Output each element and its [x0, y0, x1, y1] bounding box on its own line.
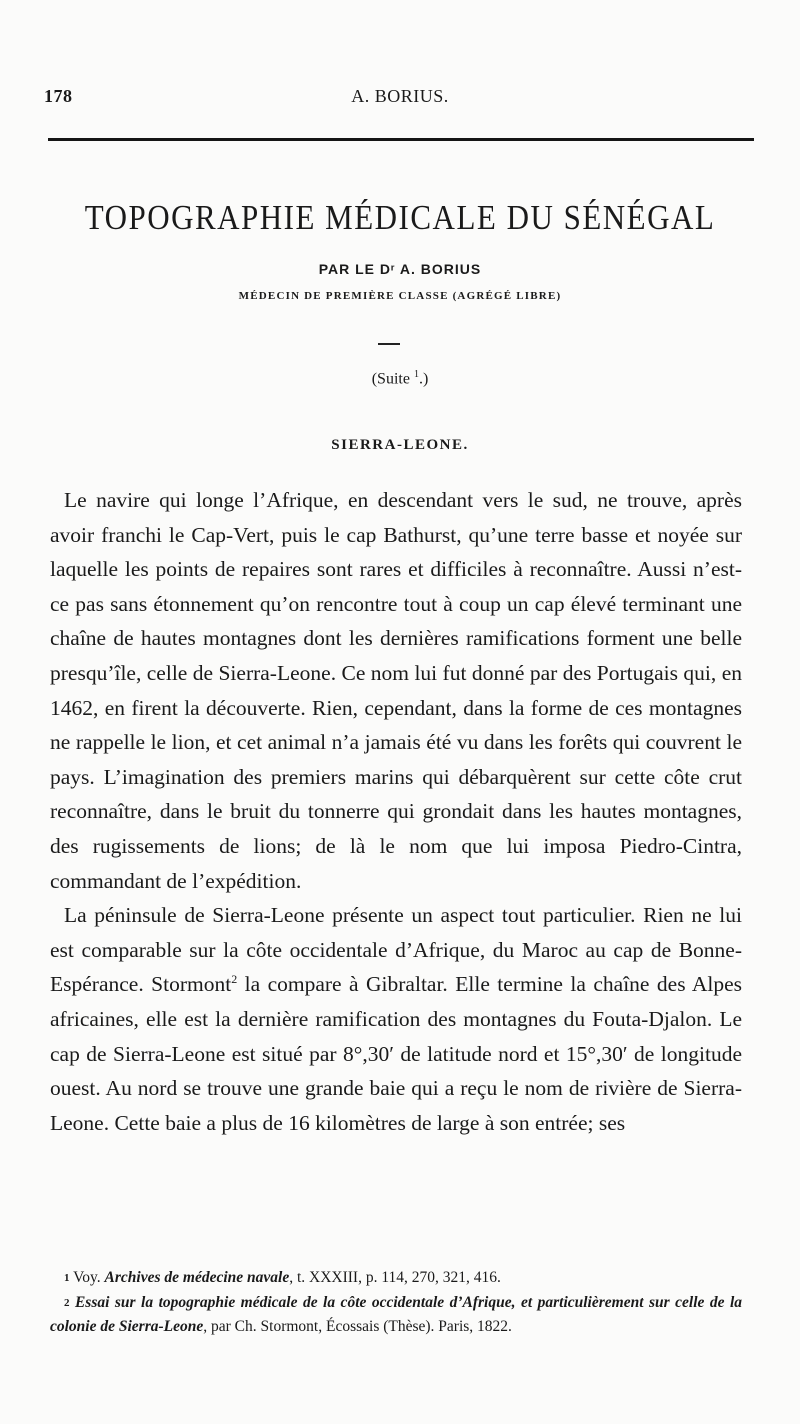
footnote-2: [50, 1291, 742, 1340]
title-divider: [378, 343, 400, 345]
running-header: [44, 86, 756, 110]
footnote-lead: Voy.: [69, 1269, 105, 1286]
suite-close: .): [418, 370, 429, 388]
footnotes: [50, 1266, 742, 1340]
paragraph-1: Le navire qui longe l’Afrique, en descendant vers le sud, ne trouve, après avoir franchi le Cap-Vert, puis le cap Bathurst, qu’une terre basse et noyée sur laquelle les points de repaires sont rares et difficiles à reconnaître. Aussi n’est-ce pas sans étonnement qu’on rencontre tout à coup un cap élevé terminant une chaîne de hautes montagnes dont les dernières ramifications forment une belle presqu’île, celle de Sierra-Leone. Ce nom lui fut donné par des Portugais qui, en 1462, en firent la découverte. Rien, cependant, dans la forme de ces montagnes ne rappelle le lion, et cet animal n’a jamais été vu dans les forêts qui couvrent le pays. L’imagination des premiers marins qui débarquèrent sur cette côte crut reconnaître, dans le bruit du tonnerre qui grondait dans les hautes montagnes, des rugissements de lions; de là le nom que lui imposa Piedro-Cintra, commandant de l’expédition.: [50, 488, 742, 893]
footnote-1: [50, 1266, 742, 1291]
header-rule: [48, 138, 754, 141]
paragraph-2: [50, 898, 742, 1140]
continuation-note: [0, 369, 800, 388]
suite-label: (Suite: [371, 370, 410, 388]
body-text: [50, 483, 742, 1140]
footnote-title: Essai sur la topographie médicale de la côte occidentale d’Afrique, et particulièrement sur celle de la colonie de Sierra-Leone: [50, 1293, 742, 1335]
footnote-rest: , t. XXXIII, p. 114, 270, 321, 416.: [289, 1269, 501, 1286]
page-number: 178: [44, 86, 73, 106]
footnote-mark: 2: [64, 1296, 70, 1309]
article-title: TOPOGRAPHIE MÉDICALE DU SÉNÉGAL: [84, 197, 716, 238]
section-heading: SIERRA-LEONE.: [331, 437, 469, 453]
author-byline: PAR LE Dʳ A. BORIUS: [318, 261, 482, 277]
footnote-ref-2: 2: [231, 972, 238, 987]
paragraph-2-part-b: la compare à Gibraltar. Elle termine la chaîne des Alpes africaines, elle est la dernière ramification des montagnes du Fouta-Djalon. Le cap de Sierra-Leone est situé par 8°,30′ de latitude nord et 15°,30′ de longitude ouest. Au nord se trouve une grande baie qui a reçu le nom de rivière de Sierra-Leone. Cette baie a plus de 16 kilomètres de large à son entrée; ses: [50, 972, 742, 1135]
footnote-ref-1: 1: [413, 369, 419, 380]
footnote-rest: , par Ch. Stormont, Écossais (Thèse). Paris, 1822.: [203, 1318, 512, 1335]
footnote-title: Archives de médecine navale: [104, 1269, 290, 1286]
paragraph-2-part-a: La péninsule de Sierra-Leone présente un aspect tout particulier. Rien ne lui est comparable sur la côte occidentale d’Afrique, du Maroc au cap de Bonne-Espérance. Stormont: [50, 903, 742, 997]
footnote-mark: 1: [64, 1272, 70, 1284]
running-title: A. BORIUS.: [351, 86, 449, 106]
author-credentials: MÉDECIN DE PREMIÈRE CLASSE (AGRÉGÉ LIBRE): [238, 290, 562, 302]
